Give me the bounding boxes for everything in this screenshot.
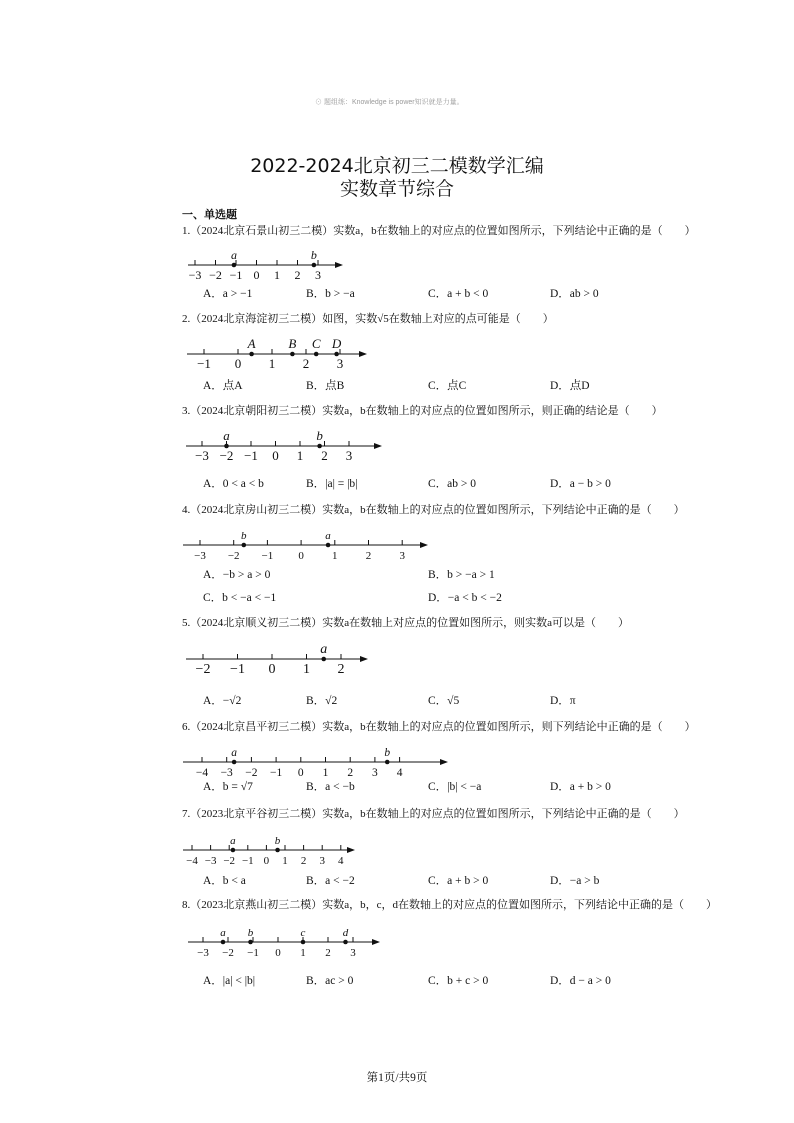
axis-arrow [360,656,368,662]
point-marker [326,543,331,548]
tick-label: −3 [197,947,209,959]
option-d[interactable]: D．a − b > 0 [550,478,611,490]
option-a[interactable]: A．b < a [203,875,246,887]
tick-label: 1 [296,448,304,463]
watermark: ⊙ 题组练：Knowledge is power知识就是力量。 [315,99,464,106]
tick-label: 3 [372,767,378,779]
section-heading: 一、单选题 [182,208,237,221]
tick-label: −2 [245,767,258,779]
tick-label: 0 [298,550,304,562]
option-a[interactable]: A．b = √7 [203,781,253,793]
point-label: a [230,835,236,847]
tick-label: 0 [268,662,276,677]
question-stem: 1.（2024北京石景山初三二模）实数a，b在数轴上的对应点的位置如图所示，下列结论中正确的是（ ） [182,225,696,237]
tick-label: 1 [332,550,338,562]
tick-label: −3 [195,448,209,463]
tick-label: −2 [222,947,234,959]
tick-label: 1 [303,662,310,677]
option-c[interactable]: C．|b| < −a [428,781,482,793]
option-c[interactable]: C．√5 [428,695,460,707]
point-marker [275,848,280,853]
axis-arrow [440,759,448,765]
point-label: c [300,927,306,939]
point-label: a [325,530,331,542]
tick-label: −3 [204,855,217,867]
number-line [0,920,794,959]
tick-label: 2 [321,448,328,463]
question-stem: 6.（2024北京昌平初三二模）实数a，b在数轴上的对应点的位置如图所示，则下列结论中正确的是（ ） [182,721,696,733]
number-line [0,637,794,681]
option-a[interactable]: A．0 < a < b [203,478,264,490]
page-number: 第1页/共9页 [366,1072,428,1084]
tick-label: −1 [229,268,243,282]
document-subtitle: 实数章节综合 [339,178,454,200]
option-d[interactable]: D．点D [550,380,590,392]
question-stem: 5.（2024北京顺义初三二模）实数a在数轴上对应点的位置如图所示，则实数a可以是（ ） [182,617,630,629]
axis-arrow [347,847,355,853]
option-b[interactable]: B．b > −a [306,288,355,300]
option-d[interactable]: D．a + b > 0 [550,781,611,793]
option-a[interactable]: A．a > −1 [203,288,253,300]
point-label: a [231,747,237,759]
tick-label: −3 [188,268,202,282]
point-marker [321,657,326,662]
tick-label: −1 [230,662,245,677]
tick-label: 2 [365,550,372,562]
point-marker [312,263,317,268]
tick-label: 4 [396,767,403,779]
point-marker [314,352,319,357]
point-label: b [316,428,323,443]
point-label: C [311,336,321,351]
tick-label: 1 [322,767,329,779]
option-b[interactable]: B．√2 [306,695,338,707]
option-b[interactable]: B．ac > 0 [306,975,354,987]
point-marker [343,940,348,945]
option-c[interactable]: C．ab > 0 [428,478,477,490]
option-d[interactable]: D．−a > b [550,875,600,887]
tick-label: −2 [219,448,234,463]
number-line [0,523,794,562]
point-label: b [247,927,254,939]
tick-label: 0 [263,855,270,867]
tick-label: −2 [209,268,222,282]
point-label: a [220,927,226,939]
point-marker [290,352,295,357]
tick-label: 2 [302,356,310,371]
tick-label: −1 [241,855,254,867]
point-label: a [223,428,230,443]
point-label: b [274,835,281,847]
tick-label: −3 [220,767,233,779]
tick-label: 2 [337,662,345,677]
tick-label: −4 [195,767,209,779]
tick-label: −2 [223,855,236,867]
point-label: d [342,927,349,939]
tick-label: 0 [272,448,279,463]
question-stem: 7.（2023北京平谷初三二模）实数a，b在数轴上的对应点的位置如图所示，下列结论中正确的是（ ） [182,808,685,820]
number-line [0,332,794,372]
point-marker [231,848,236,853]
tick-label: 2 [347,767,354,779]
point-marker [248,940,253,945]
question-stem: 8.（2023北京燕山初三二模）实数a，b，c，d在数轴上的对应点的位置如图所示，下列结论中正确的是（ ） [182,899,718,911]
number-line [0,243,794,283]
point-marker [334,352,339,357]
option-a[interactable]: A．点A [203,380,243,392]
option-a[interactable]: A．−b > a > 0 [203,569,271,581]
number-line [0,740,794,779]
axis-arrow [359,351,367,357]
tick-label: 0 [297,767,304,779]
tick-label: 3 [350,947,356,959]
tick-label: 0 [253,268,260,282]
point-label: D [331,336,342,351]
point-marker [317,444,322,449]
tick-label: −3 [194,550,206,562]
point-marker [221,940,226,945]
option-b[interactable]: B．|a| = |b| [306,478,358,490]
option-d[interactable]: D．ab > 0 [550,288,599,300]
tick-label: −1 [197,356,211,371]
tick-label: −2 [195,662,211,677]
document-title: 2022-2024北京初三二模数学汇编 [250,155,544,177]
question-stem: 3.（2024北京朝阳初三二模）实数a，b在数轴上的对应点的位置如图所示，则正确的结论是（ ） [182,405,663,417]
tick-label: 0 [275,947,281,959]
tick-label: 1 [300,947,306,959]
option-d[interactable]: D．π [550,695,576,707]
point-marker [249,352,254,357]
point-marker [301,940,306,945]
point-marker [224,444,229,449]
number-line [0,828,794,867]
point-marker [242,543,247,548]
axis-arrow [374,443,382,449]
point-label: b [241,530,247,542]
point-label: A [247,336,256,351]
tick-label: 1 [268,356,276,371]
point-label: a [230,248,237,262]
tick-label: −4 [186,855,198,867]
question-stem: 2.（2024北京海淀初三二模）如图，实数√5在数轴上对应的点可能是（ ） [182,313,554,325]
option-b[interactable]: B．点B [306,380,345,392]
option-b[interactable]: B．b > −a > 1 [428,569,495,581]
tick-label: 1 [274,268,280,282]
option-c[interactable]: C．b < −a < −1 [203,592,277,604]
axis-arrow [335,262,343,268]
tick-label: −2 [227,550,240,562]
point-label: B [288,336,297,351]
option-a[interactable]: A．|a| < |b| [203,975,256,987]
axis-arrow [420,542,428,548]
tick-label: 3 [336,356,344,371]
point-label: b [384,747,391,759]
option-c[interactable]: C．a + b < 0 [428,288,489,300]
tick-label: 3 [319,855,325,867]
option-c[interactable]: C．点C [428,380,467,392]
option-d[interactable]: D．d − a > 0 [550,975,611,987]
point-marker [232,760,237,765]
tick-label: 2 [294,268,301,282]
tick-label: 2 [325,947,331,959]
tick-label: 4 [338,855,344,867]
option-c[interactable]: C．b + c > 0 [428,975,489,987]
question-stem: 4.（2024北京房山初三二模）实数a，b在数轴上的对应点的位置如图所示，下列结论中正确的是（ ） [182,504,685,516]
tick-label: 0 [234,356,242,371]
option-b[interactable]: B．a < −2 [306,875,355,887]
tick-label: 2 [300,855,307,867]
tick-label: 1 [282,855,288,867]
point-marker [385,760,390,765]
tick-label: 3 [345,448,353,463]
tick-label: 3 [399,550,405,562]
tick-label: −1 [261,550,274,562]
tick-label: 3 [315,268,321,282]
option-c[interactable]: C．a + b > 0 [428,875,489,887]
option-a[interactable]: A．−√2 [203,695,242,707]
point-marker [232,263,237,268]
option-b[interactable]: B．a < −b [306,781,355,793]
tick-label: −1 [247,947,259,959]
axis-arrow [372,939,380,945]
tick-label: −1 [244,448,258,463]
point-label: b [310,248,317,262]
tick-label: −1 [269,767,283,779]
point-label: a [320,642,328,657]
number-line [0,424,794,464]
option-d[interactable]: D．−a < b < −2 [428,592,502,604]
